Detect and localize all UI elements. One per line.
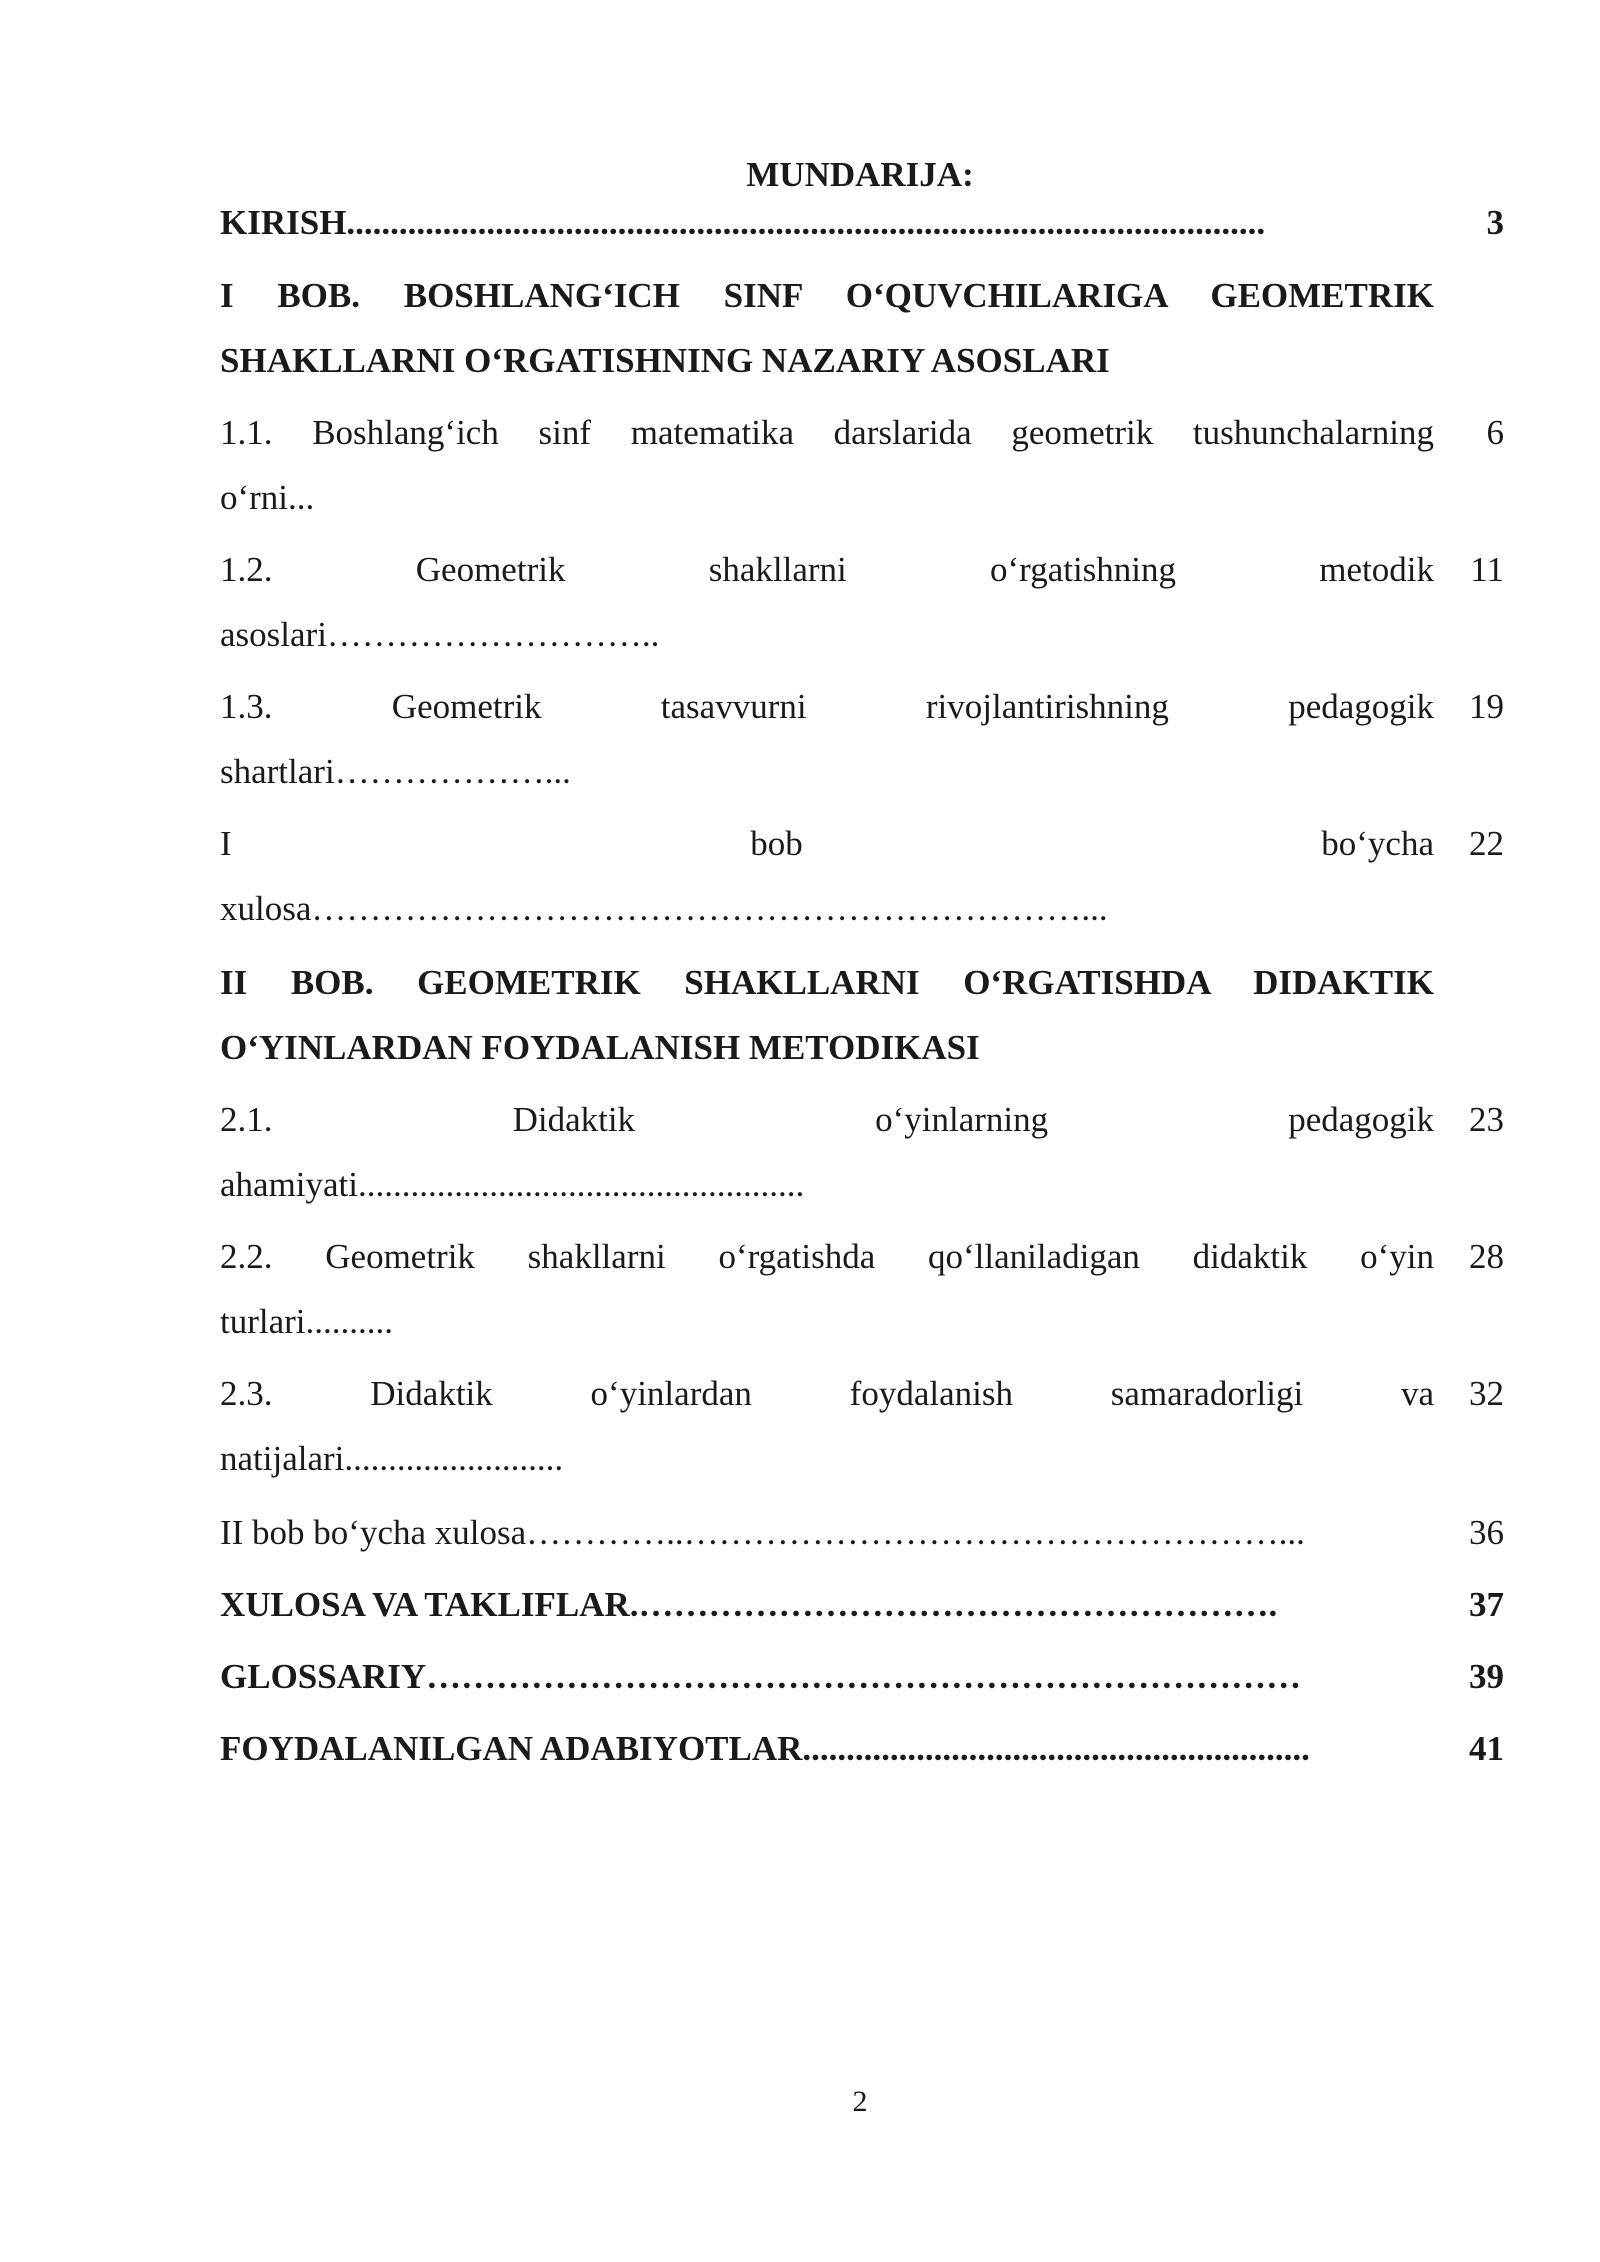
toc-line-2: SHAKLLARNI O‘RGATISHNING NAZARIY ASOSLARI: [220, 341, 1110, 380]
toc-line-1: I BOB. BOSHLANG‘ICH SINF O‘QUVCHILARIGA GEOMETRIK: [220, 276, 1434, 315]
toc-page-number: 37: [1469, 1585, 1504, 1624]
toc-line-2: turlari..........: [220, 1302, 394, 1341]
toc-line-1: 1.2. Geometrik shakllarni o‘rgatishning metodik: [220, 550, 1434, 589]
toc-entry-text: [220, 1224, 1434, 1354]
toc-line-2: shartlari………………...: [220, 752, 571, 791]
toc-page-number: 32: [1469, 1374, 1504, 1413]
toc-line-2: asoslari………………………..: [220, 615, 660, 654]
toc-page-number: 41: [1469, 1729, 1504, 1768]
toc-chapter-title: [220, 950, 1434, 1080]
toc-entry-text: [220, 674, 1434, 804]
toc-line-2: O‘YINLARDAN FOYDALANISH METODIKASI: [220, 1028, 980, 1067]
toc-entry-text: [220, 1087, 1434, 1217]
toc-entry-text: [220, 811, 1434, 941]
toc-page-number: 22: [1469, 824, 1504, 863]
toc-line-2: natijalari.........................: [220, 1439, 564, 1478]
toc-page-number: 28: [1469, 1237, 1504, 1276]
toc-entry-text: GLOSSARIY…………………………………………………………………: [220, 1657, 1302, 1696]
toc-line-1: 1.3. Geometrik tasavvurni rivojlantirishning pedagogik: [220, 687, 1434, 726]
toc-page-number: 3: [1486, 203, 1504, 242]
toc-line-1: 2.3. Didaktik o‘yinlardan foydalanish samaradorligi va: [220, 1374, 1434, 1413]
toc-page-number: 19: [1469, 687, 1504, 726]
toc-entry-text: KIRISH.........................................................................................................: [220, 203, 1266, 242]
toc-entry-text: II bob bo‘ycha xulosa…………..……………………………………………...: [220, 1513, 1305, 1552]
toc-line-2: xulosa…………………………………………………………...: [220, 889, 1108, 928]
toc-line-1: 1.1. Boshlang‘ich sinf matematika darslarida geometrik tushunchalarning: [220, 413, 1434, 452]
toc-line-1: I bob bo‘ycha: [220, 824, 1434, 863]
toc-line-1: 2.1. Didaktik o‘yinlarning pedagogik: [220, 1100, 1434, 1139]
toc-entry-text: [220, 400, 1434, 530]
toc-entry-text: XULOSA VA TAKLIFLAR.……………………………………………….: [220, 1585, 1278, 1624]
toc-page-number: 23: [1469, 1100, 1504, 1139]
toc-page-number: 36: [1469, 1513, 1504, 1552]
toc-line-2: ahamiyati...................................................: [220, 1165, 805, 1204]
toc-entry-text: [220, 537, 1434, 667]
toc-entry-text: FOYDALANILGAN ADABIYOTLAR..........................................................: [220, 1729, 1310, 1768]
toc-line-2: o‘rni...: [220, 478, 315, 517]
toc-entry-text: [220, 1361, 1434, 1491]
toc-page-number: 6: [1486, 413, 1504, 452]
toc-page-number: 11: [1470, 550, 1504, 589]
toc-line-1: II BOB. GEOMETRIK SHAKLLARNI O‘RGATISHDA DIDAKTIK: [220, 963, 1434, 1002]
toc-heading: MUNDARIJA:: [746, 155, 974, 194]
toc-page-number: 39: [1469, 1657, 1504, 1696]
page-number-footer: 2: [852, 2085, 868, 2118]
toc-line-1: 2.2. Geometrik shakllarni o‘rgatishda qo‘llaniladigan didaktik o‘yin: [220, 1237, 1434, 1276]
toc-chapter-title: [220, 263, 1434, 393]
